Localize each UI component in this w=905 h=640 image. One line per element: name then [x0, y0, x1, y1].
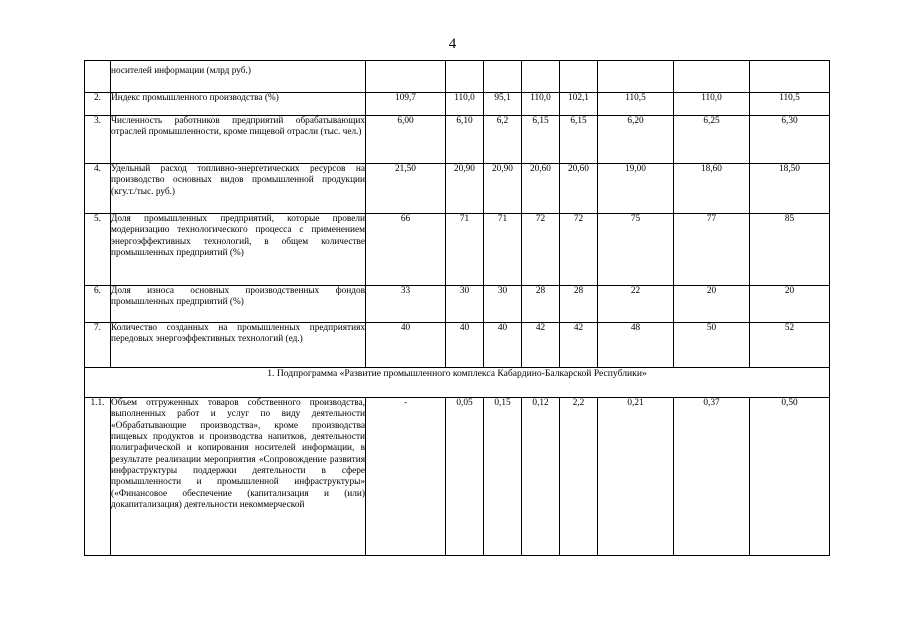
value-cell: 110,5	[750, 93, 830, 116]
indicator-name: Объем отгруженных товаров собственного производства, выполненных работ и услуг по виду деятельности «Обрабатывающие производства», кроме производства пищевых продуктов и производства напитков, деятельности полиграфической и копирования носителей информации, в результате реализации мероприятия «Сопровождение развития инфраструктуры поддержки деятельности в сфере промышленности и промышленной инфраструктуры» («Финансовое обеспечение (капитализация и (или) докапитализация) деятельности некоммерческой	[111, 398, 366, 556]
value-cell: 66	[366, 214, 446, 286]
value-cell: 72	[522, 214, 560, 286]
value-cell: 19,00	[598, 164, 674, 214]
value-cell: 110,5	[598, 93, 674, 116]
value-cell	[366, 61, 446, 93]
value-cell: 2,2	[560, 398, 598, 556]
value-cell: 0,21	[598, 398, 674, 556]
value-cell: 110,0	[446, 93, 484, 116]
indicator-name: Доля износа основных производственных фондов промышленных предприятий (%)	[111, 286, 366, 323]
value-cell: 18,60	[674, 164, 750, 214]
value-cell: 110,0	[522, 93, 560, 116]
table-row	[85, 398, 830, 556]
value-cell: 40	[366, 323, 446, 368]
table-row	[85, 61, 830, 93]
value-cell: 20	[750, 286, 830, 323]
indicator-name: Количество созданных на промышленных предприятиях передовых энергоэффективных технологий (ед.)	[111, 323, 366, 368]
value-cell: 0,05	[446, 398, 484, 556]
table-row	[85, 323, 830, 368]
indicator-name: Доля промышленных предприятий, которые провели модернизацию технологического процесса с применением энергоэффективных технологий, в общем количестве промышленных предприятий (%)	[111, 214, 366, 286]
row-number: 3.	[85, 116, 111, 164]
value-cell: 40	[484, 323, 522, 368]
value-cell: 50	[674, 323, 750, 368]
table-row	[85, 286, 830, 323]
value-cell: 33	[366, 286, 446, 323]
value-cell: 6,15	[522, 116, 560, 164]
value-cell: 20,60	[560, 164, 598, 214]
value-cell: 18,50	[750, 164, 830, 214]
value-cell	[446, 61, 484, 93]
value-cell	[750, 61, 830, 93]
row-number	[85, 61, 111, 93]
value-cell: 0,37	[674, 398, 750, 556]
value-cell	[484, 61, 522, 93]
value-cell: 0,50	[750, 398, 830, 556]
value-cell: 52	[750, 323, 830, 368]
value-cell: 28	[560, 286, 598, 323]
table-row	[85, 164, 830, 214]
value-cell	[674, 61, 750, 93]
indicator-name: Индекс промышленного производства (%)	[111, 93, 366, 116]
value-cell	[560, 61, 598, 93]
table-row	[85, 93, 830, 116]
value-cell: 75	[598, 214, 674, 286]
value-cell: 6,2	[484, 116, 522, 164]
subprogram-row	[85, 368, 830, 398]
row-number: 6.	[85, 286, 111, 323]
row-number: 4.	[85, 164, 111, 214]
indicator-name: носителей информации (млрд руб.)	[111, 61, 366, 93]
row-number: 7.	[85, 323, 111, 368]
value-cell: 6,15	[560, 116, 598, 164]
value-cell: 30	[446, 286, 484, 323]
value-cell: 0,12	[522, 398, 560, 556]
value-cell: 42	[522, 323, 560, 368]
value-cell	[598, 61, 674, 93]
value-cell: -	[366, 398, 446, 556]
value-cell: 71	[446, 214, 484, 286]
value-cell: 6,30	[750, 116, 830, 164]
value-cell: 6,00	[366, 116, 446, 164]
row-number: 1.1.	[85, 398, 111, 556]
value-cell: 22	[598, 286, 674, 323]
table-row	[85, 214, 830, 286]
value-cell: 20,60	[522, 164, 560, 214]
value-cell: 6,20	[598, 116, 674, 164]
table-row	[85, 116, 830, 164]
value-cell: 42	[560, 323, 598, 368]
value-cell: 102,1	[560, 93, 598, 116]
value-cell: 109,7	[366, 93, 446, 116]
indicator-name: Численность работников предприятий обрабатывающих отраслей промышленности, кроме пищевой отрасли (тыс. чел.)	[111, 116, 366, 164]
value-cell	[522, 61, 560, 93]
value-cell: 20,90	[446, 164, 484, 214]
value-cell: 20	[674, 286, 750, 323]
value-cell: 21,50	[366, 164, 446, 214]
row-number: 5.	[85, 214, 111, 286]
value-cell: 28	[522, 286, 560, 323]
indicators-table	[84, 60, 830, 556]
value-cell: 20,90	[484, 164, 522, 214]
indicator-name: Удельный расход топливно-энергетических ресурсов на производство основных видов промышленной продукции (кгу.т./тыс. руб.)	[111, 164, 366, 214]
row-number: 2.	[85, 93, 111, 116]
value-cell: 40	[446, 323, 484, 368]
value-cell: 6,10	[446, 116, 484, 164]
value-cell: 95,1	[484, 93, 522, 116]
value-cell: 6,25	[674, 116, 750, 164]
value-cell: 0,15	[484, 398, 522, 556]
value-cell: 48	[598, 323, 674, 368]
value-cell: 30	[484, 286, 522, 323]
subprogram-title: 1. Подпрограмма «Развитие промышленного комплекса Кабардино-Балкарской Республики»	[85, 368, 830, 398]
value-cell: 85	[750, 214, 830, 286]
value-cell: 71	[484, 214, 522, 286]
page-number: 4	[448, 36, 457, 52]
value-cell: 110,0	[674, 93, 750, 116]
value-cell: 72	[560, 214, 598, 286]
value-cell: 77	[674, 214, 750, 286]
